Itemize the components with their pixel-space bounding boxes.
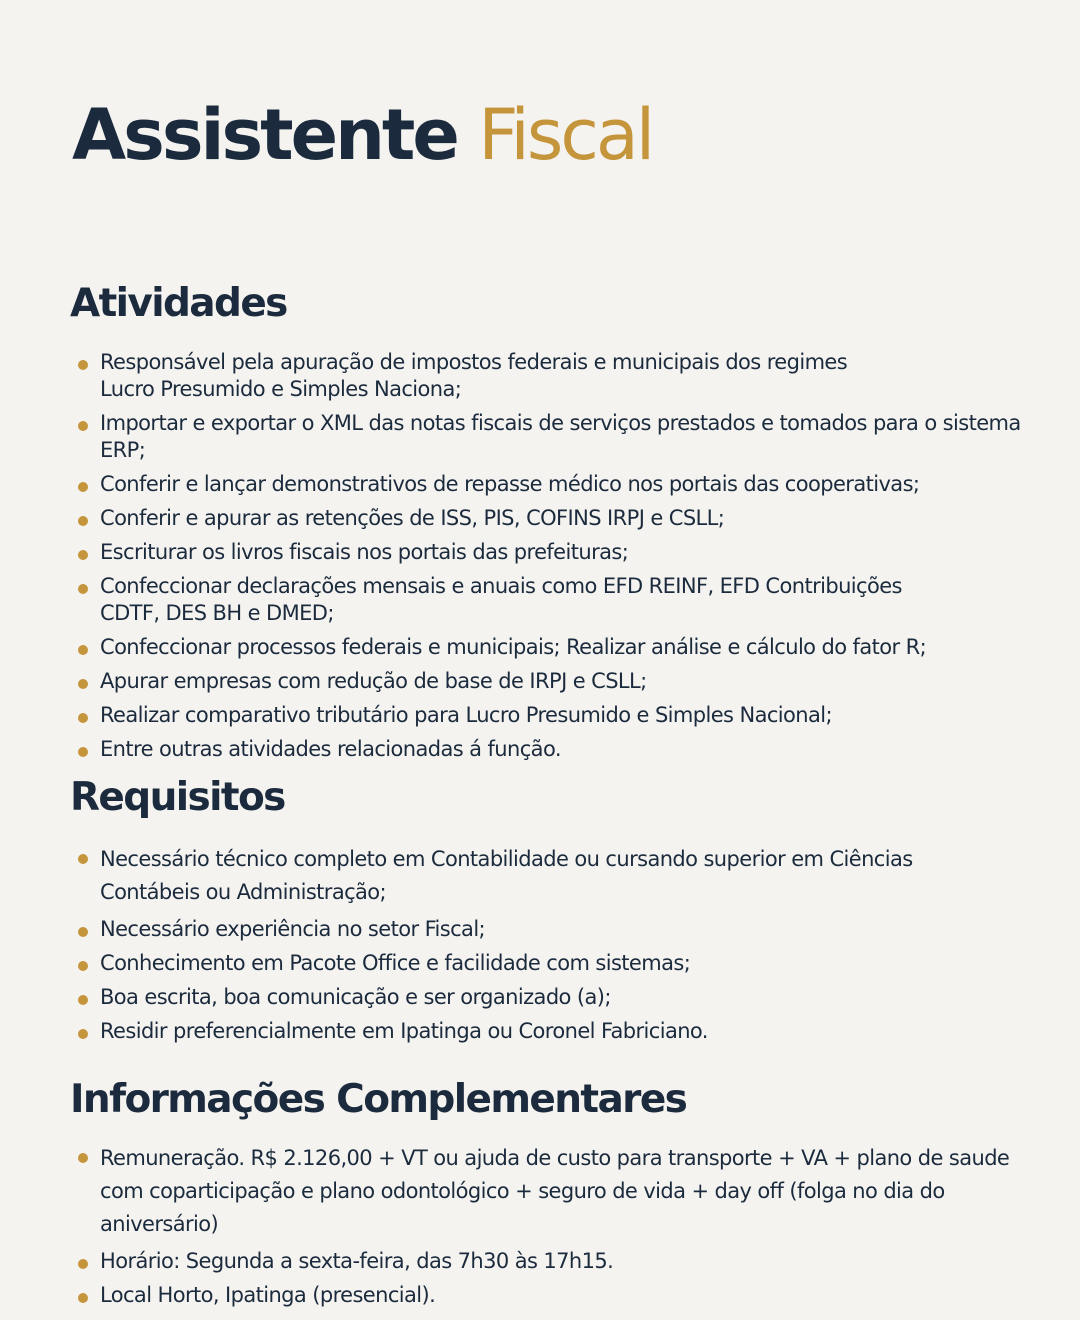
list-item: Confeccionar processos federais e municipais; Realizar análise e cálculo do fator R; [78,634,1068,661]
section-heading-requisitos: Requisitos [70,775,285,820]
list-item: Responsável pela apuração de impostos federais e municipais dos regimes Lucro Presumido e Simples Naciona; [78,349,860,403]
section-heading-informacoes: Informações Complementares [70,1077,687,1122]
list-item: Realizar comparativo tributário para Lucro Presumido e Simples Nacional; [78,702,1068,729]
title-accent: Fiscal [478,94,653,176]
list-item: Necessário técnico completo em Contabilidade ou cursando superior em Ciências Contábeis ou Administração; [78,843,920,909]
title-main: Assistente [72,94,457,176]
list-item: Confeccionar declarações mensais e anuais como EFD REINF, EFD Contribuições CDTF, DES BH e DMED; [78,573,920,627]
informacoes-list [78,1142,1068,1309]
list-item: Escriturar os livros fiscais nos portais das prefeituras; [78,539,1068,566]
list-item: Conhecimento em Pacote Office e facilidade com sistemas; [78,950,1068,977]
requisitos-list [78,843,1068,1045]
list-item: Apurar empresas com redução de base de IRPJ e CSLL; [78,668,1068,695]
atividades-list [78,349,1068,763]
list-item: Remuneração. R$ 2.126,00 + VT ou ajuda de custo para transporte + VA + plano de saude com coparticipação e plano odontológico + seguro de vida + day off (folga no dia do aniversário) [78,1142,1040,1241]
list-item: Boa escrita, boa comunicação e ser organizado (a); [78,984,1068,1011]
list-item: Residir preferencialmente em Ipatinga ou Coronel Fabriciano. [78,1018,1068,1045]
list-item: Local Horto, Ipatinga (presencial). [78,1282,1068,1309]
list-item: Conferir e lançar demonstrativos de repasse médico nos portais das cooperativas; [78,471,1068,498]
list-item: Horário: Segunda a sexta-feira, das 7h30 às 17h15. [78,1248,1068,1275]
list-item: Necessário experiência no setor Fiscal; [78,916,1068,943]
page-title [72,94,653,176]
list-item: Importar e exportar o XML das notas fiscais de serviços prestados e tomados para o sistema ERP; [78,410,1068,464]
list-item: Conferir e apurar as retenções de ISS, PIS, COFINS IRPJ e CSLL; [78,505,1068,532]
list-item: Entre outras atividades relacionadas á função. [78,736,1068,763]
section-heading-atividades: Atividades [70,281,287,326]
